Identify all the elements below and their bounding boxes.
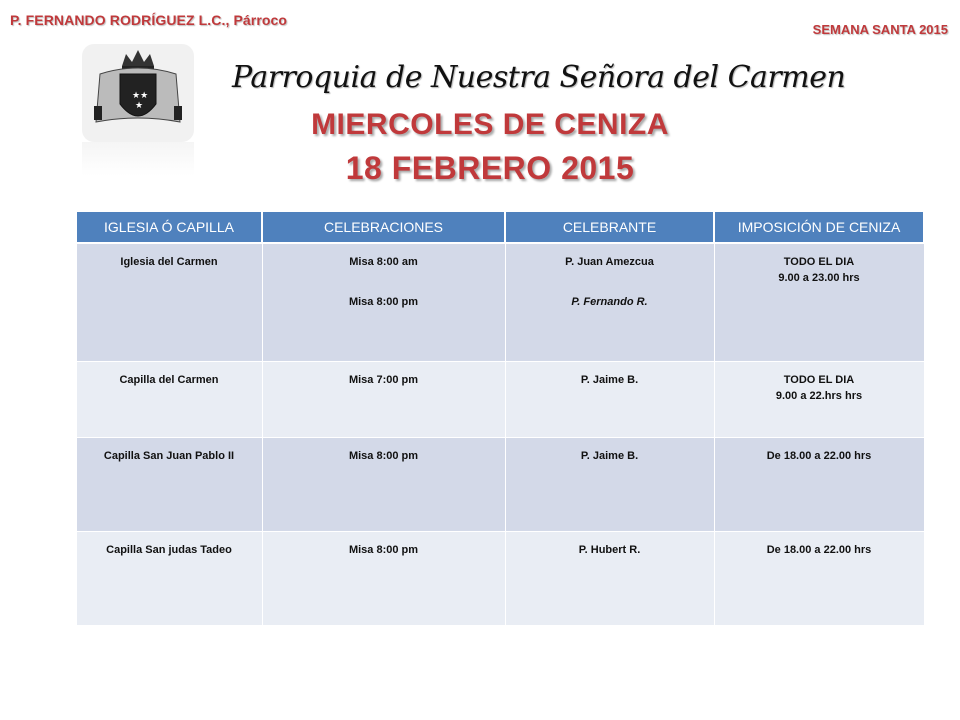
- schedule-table: [75, 210, 925, 626]
- celebrant-cell: P. Juan Amezcua P. Fernando R.: [505, 243, 714, 362]
- place-cell: Capilla del Carmen: [76, 362, 262, 438]
- celebrations-cell: Misa 8:00 am Misa 8:00 pm: [262, 243, 505, 362]
- table-header-row: [76, 211, 924, 243]
- celebrations-cell: Misa 8:00 pm: [262, 532, 505, 626]
- svg-text:★: ★: [135, 101, 144, 111]
- celebrant-cell: P. Hubert R.: [505, 532, 714, 626]
- place-cell: Capilla San Juan Pablo II: [76, 438, 262, 532]
- table-row: [76, 532, 924, 626]
- parish-name: Parroquia de Nuestra Señora del Carmen: [232, 60, 846, 95]
- place-cell: Iglesia del Carmen: [76, 243, 262, 362]
- svg-text:★★: ★★: [132, 91, 149, 101]
- celebrations-cell: Misa 7:00 pm: [262, 362, 505, 438]
- season-label: SEMANA SANTA 2015: [812, 22, 948, 37]
- column-header: CELEBRACIONES: [262, 211, 505, 243]
- ash-cell: De 18.00 a 22.00 hrs: [714, 532, 924, 626]
- table-row: [76, 438, 924, 532]
- celebrant-cell: P. Jaime B.: [505, 362, 714, 438]
- column-header: IGLESIA Ó CAPILLA: [76, 211, 262, 243]
- event-date: 18 FEBRERO 2015: [345, 150, 635, 186]
- table-row: [76, 243, 924, 362]
- table-row: [76, 362, 924, 438]
- column-header: IMPOSICIÓN DE CENIZA: [714, 211, 924, 243]
- celebrations-cell: Misa 8:00 pm: [262, 438, 505, 532]
- column-header: CELEBRANTE: [505, 211, 714, 243]
- ash-cell: TODO EL DIA 9.00 a 23.00 hrs: [714, 243, 924, 362]
- parish-priest-label: P. FERNANDO RODRÍGUEZ L.C., Párroco: [10, 12, 288, 28]
- place-cell: Capilla San judas Tadeo: [76, 532, 262, 626]
- ash-cell: TODO EL DIA 9.00 a 22.hrs hrs: [714, 362, 924, 438]
- celebrant-cell: P. Jaime B.: [505, 438, 714, 532]
- ash-cell: De 18.00 a 22.00 hrs: [714, 438, 924, 532]
- event-title: MIERCOLES DE CENIZA: [311, 108, 669, 141]
